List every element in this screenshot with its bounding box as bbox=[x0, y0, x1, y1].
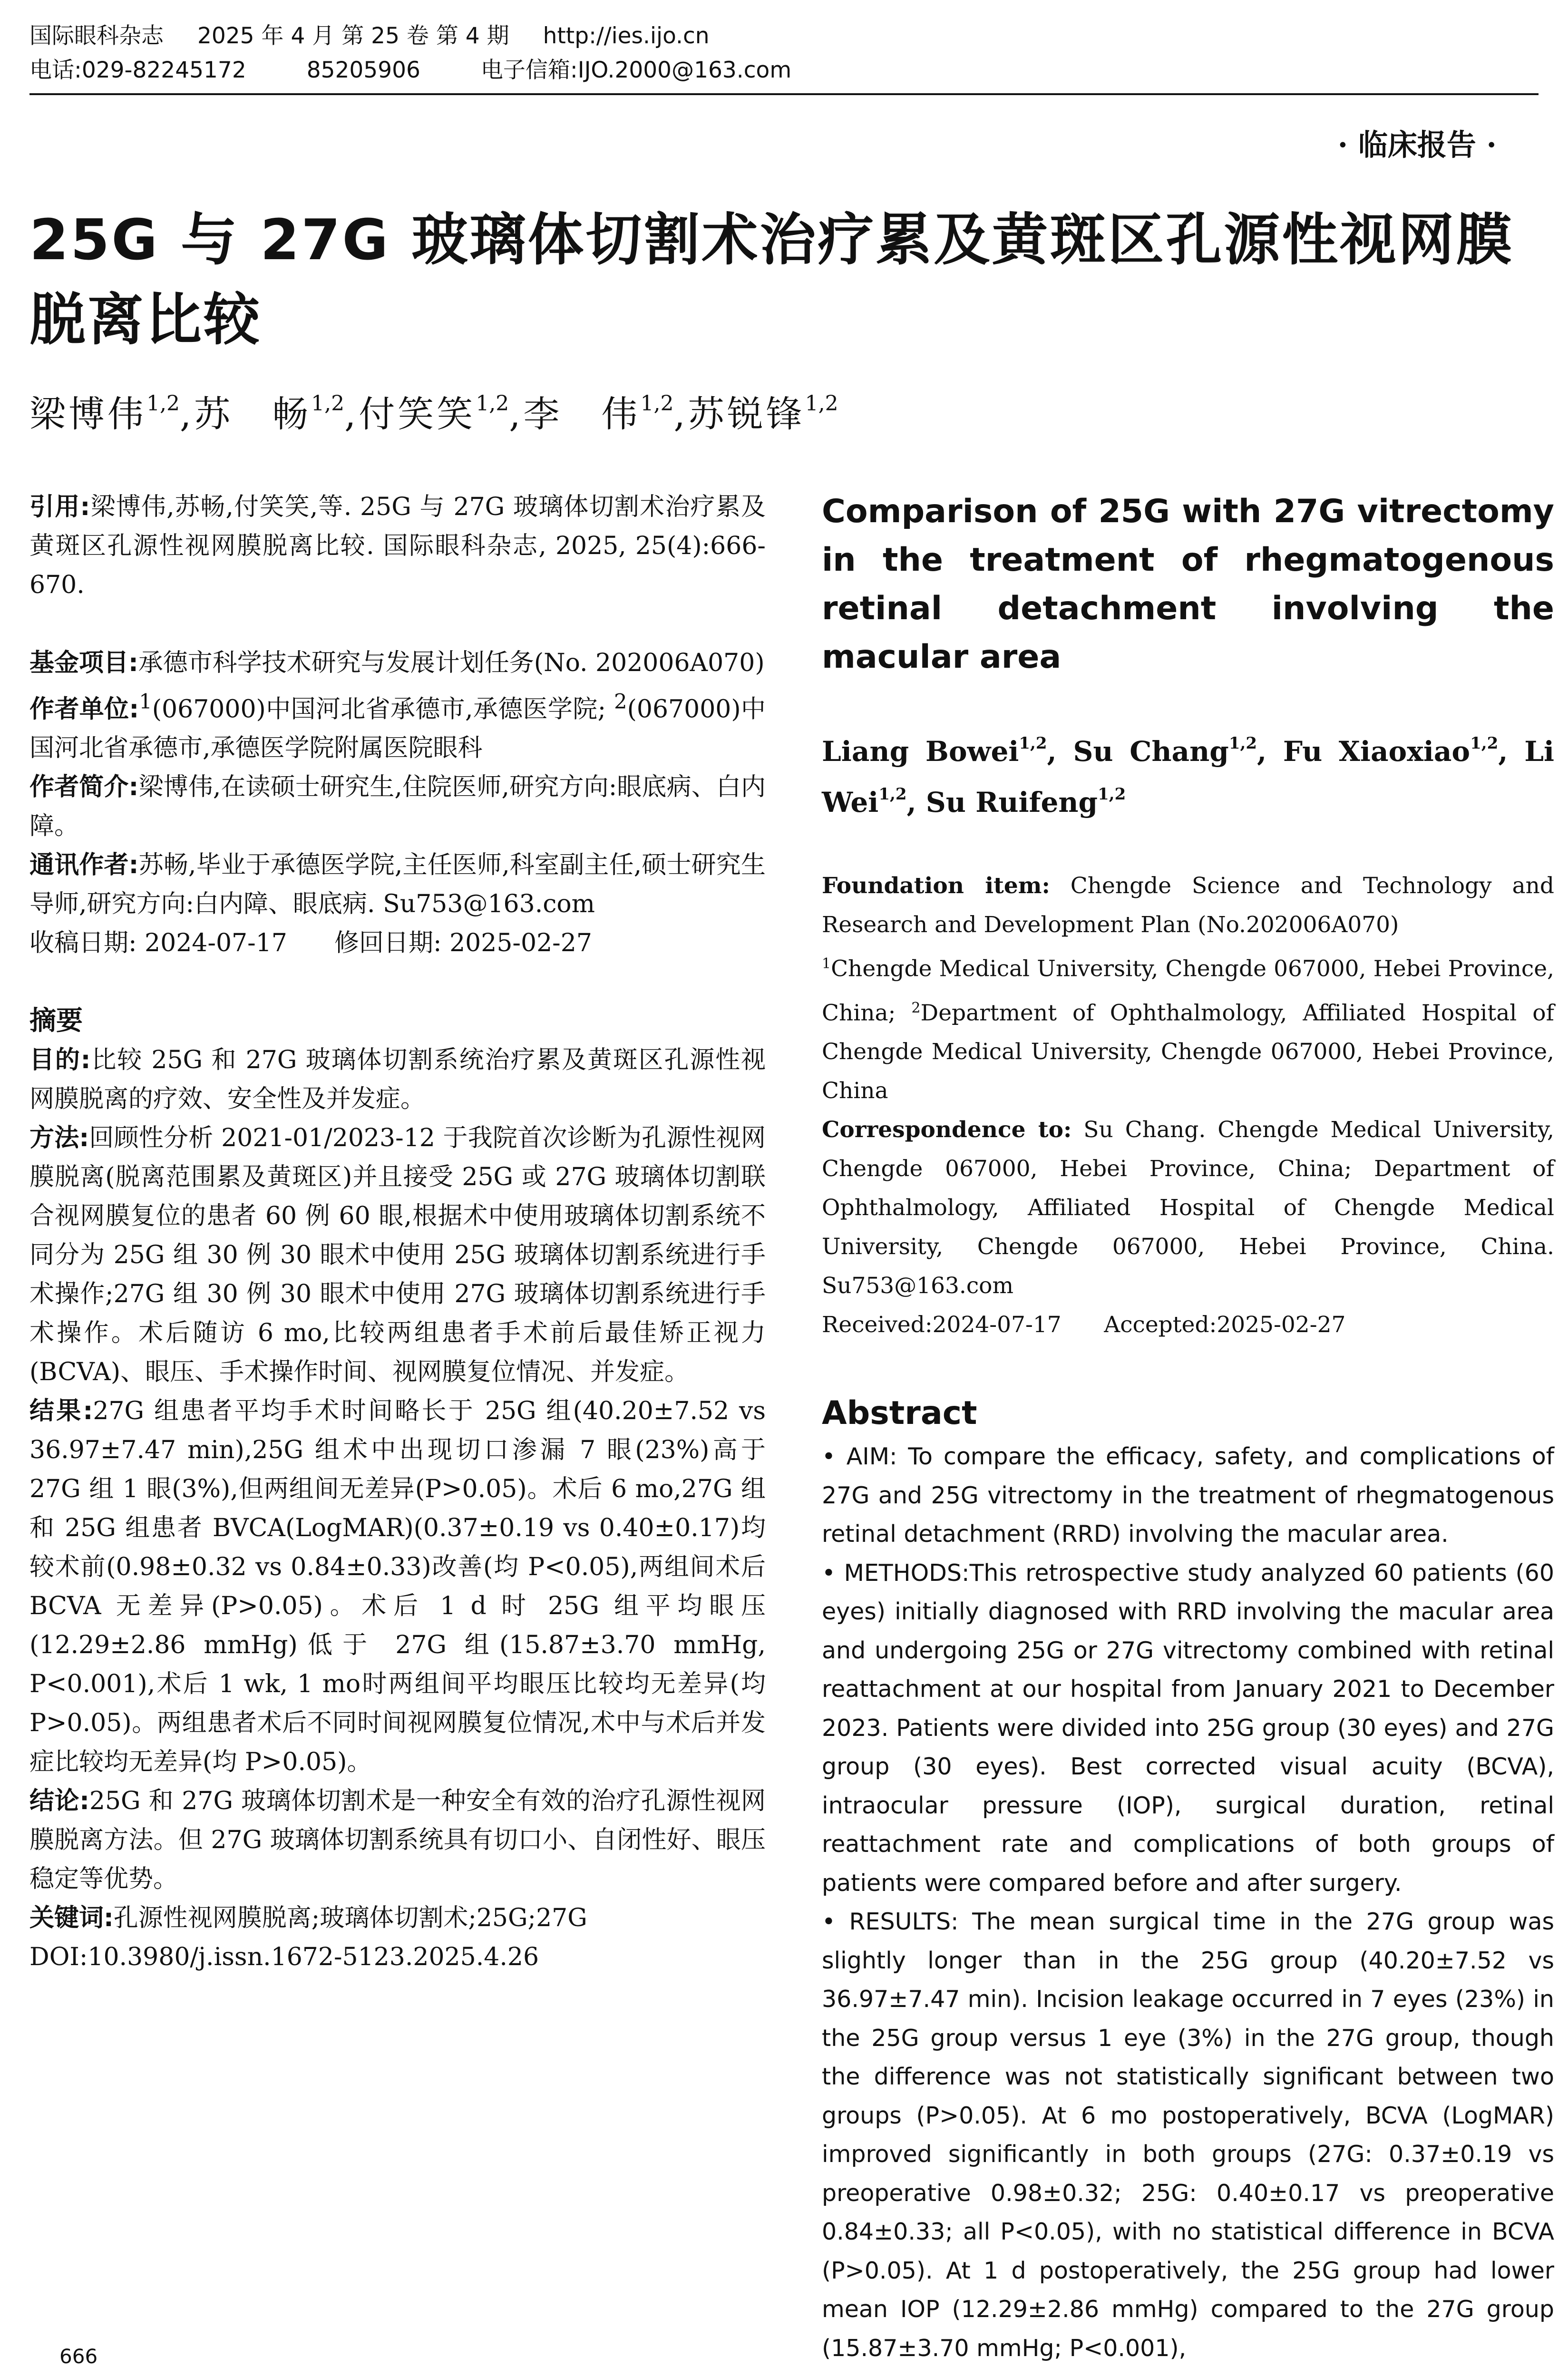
doi[interactable]: DOI:10.3980/j.issn.1672-5123.2025.4.26 bbox=[29, 1943, 539, 1972]
author-affiliation: 1,2 bbox=[878, 785, 907, 804]
author-affiliation: 1,2 bbox=[146, 391, 180, 416]
dates-zh: 收稿日期: 2024-07-17 修回日期: 2025-02-27 bbox=[29, 929, 592, 958]
journal-url[interactable]: http://ies.ijo.cn bbox=[543, 23, 710, 49]
author-name: Su Chang bbox=[1073, 735, 1229, 768]
keywords-zh: 关键词:孔源性视网膜脱离;玻璃体切割术;25G;27G bbox=[29, 1904, 587, 1933]
abstract-title-en: Abstract bbox=[822, 1394, 977, 1432]
author-name: 梁博伟 bbox=[29, 393, 146, 435]
author-affiliation: 1,2 bbox=[1019, 734, 1047, 753]
journal-phone-2: 85205906 bbox=[306, 57, 420, 83]
author-units: 作者单位:$^1$(067000)中国河北省承德市,承德医学院; $^2$(067000)中国河北省承德市,承德医学院附属医院眼科 bbox=[29, 690, 766, 763]
abstract-results-zh: 结果:27G 组患者平均手术时间略长于 25G 组(40.20±7.52 vs 36.97±7.47 min),25G 组术中出现切口渗漏 7 眼(23%)高于 27G 组 1 眼(3%),但两组间无差异(P>0.05)。术后 6 mo,27G 组和 25G 组患者 BVCA(LogMAR)(0.37±0.19 vs 0.40±0.17)均较术前(0.98±0.32 vs 0.84±0.33)改善(均 P<0.05),两组间术后 BCVA 无差异(P>0.05)。术后 1 d 时 25G 组平均眼压(12.29±2.86 mmHg)低于 27G 组(15.87±3.70 mmHg, P<0.001),术后 1 wk, 1 mo时两组间平均眼压比较均无差异(均 P>0.05)。两组患者术后不同时间视网膜复位情况,术中与术后并发症比较均无差异(均 P>0.05)。 bbox=[29, 1397, 766, 1777]
abstract-methods-en: • METHODS:This retrospective study analyzed 60 patients (60 eyes) initially diagnosed with RRD involving the macular area and undergoing 25G or 27G vitrectomy combined with retinal reattachment at our hospital from January 2021 to December 2023. Patients were divided into 25G group (30 eyes) and 27G group (30 eyes). Best corrected visual acuity (BCVA), intraocular pressure (IOP), surgical duration, retinal reattachment rate and complications of both groups of patients were compared before and after surgery. bbox=[822, 1559, 1554, 1897]
affiliations-en bbox=[822, 867, 1554, 1344]
abstract-title-zh: 摘要 bbox=[29, 1005, 83, 1037]
author-name: Liang Bowei bbox=[822, 735, 1019, 768]
author-name: Fu Xiaoxiao bbox=[1283, 735, 1471, 768]
page-number: 666 bbox=[59, 2345, 98, 2368]
abstract-en bbox=[822, 1437, 1554, 2367]
author-name: Su Ruifeng bbox=[925, 786, 1098, 818]
issue-info: 2025 年 4 月 第 25 卷 第 4 期 bbox=[197, 23, 509, 49]
author-affiliation: 1,2 bbox=[1098, 785, 1126, 804]
abstract-aim-zh: 目的:比较 25G 和 27G 玻璃体切割系统治疗累及黄斑区孔源性视网膜脱离的疗效、安全性及并发症。 bbox=[29, 1046, 766, 1114]
dates-en: Received:2024-07-17 Accepted:2025-02-27 bbox=[822, 1312, 1346, 1338]
author-name: 苏 畅 bbox=[194, 393, 312, 435]
journal-phone: 电话:029-82245172 bbox=[29, 57, 246, 83]
author-affiliation: 1,2 bbox=[476, 391, 509, 416]
corresponding-author: 通讯作者:苏畅,毕业于承德医学院,主任医师,科室副主任,硕士研究生导师,研究方向:白内障、眼底病. Su753@163.com bbox=[29, 851, 766, 919]
journal-header bbox=[29, 19, 791, 88]
author-affiliation: 1,2 bbox=[805, 391, 838, 416]
journal-name: 国际眼科杂志 bbox=[29, 23, 164, 49]
article-title-zh: 25G 与 27G 玻璃体切割术治疗累及黄斑区孔源性视网膜脱离比较 bbox=[29, 207, 1514, 352]
author-name: 苏锐锋 bbox=[688, 393, 805, 435]
right-column bbox=[822, 487, 1554, 2367]
abstract-conclusion-zh: 结论:25G 和 27G 玻璃体切割术是一种安全有效的治疗孔源性视网膜脱离方法。但 27G 玻璃体切割系统具有切口小、自闭性好、眼压稳定等优势。 bbox=[29, 1787, 766, 1894]
abstract-aim-en: • AIM: To compare the efficacy, safety, and complications of 27G and 25G vitrectomy in the treatment of rhegmatogenous retinal detachment (RRD) involving the macular area. bbox=[822, 1443, 1554, 1548]
author-affiliation: 1,2 bbox=[311, 391, 345, 416]
abstract-methods-zh: 方法:回顾性分析 2021-01/2023-12 于我院首次诊断为孔源性视网膜脱离(脱离范围累及黄斑区)并且接受 25G 或 27G 玻璃体切割联合视网膜复位的患者 60 例 60 眼,根据术中使用玻璃体切割系统不同分为 25G 组 30 例 30 眼术中使用 25G 玻璃体切割系统进行手术操作;27G 组 30 例 30 眼术中使用 27G 玻璃体切割系统进行手术操作。术后随访 6 mo,比较两组患者手术前后最佳矫正视力(BCVA)、眼压、手术操作时间、视网膜复位情况、并发症。 bbox=[29, 1124, 766, 1387]
author-bio: 作者简介:梁博伟,在读硕士研究生,住院医师,研究方向:眼底病、白内障。 bbox=[29, 773, 766, 841]
author-name: 李 伟 bbox=[523, 393, 641, 435]
author-name: 付笑笑 bbox=[359, 393, 476, 435]
journal-email[interactable]: 电子信箱:IJO.2000@163.com bbox=[480, 57, 792, 83]
author-name: Li Wei bbox=[822, 735, 1555, 818]
author-list-en: Liang Bowei$^{1,2}$, Su Chang$^{1,2}$, Fu Xiaoxiao$^{1,2}$, Li Wei$^{1,2}$, Su Ruifeng$^{1,2}$ bbox=[822, 734, 1555, 818]
author-affiliation: 1,2 bbox=[640, 391, 674, 416]
author-list-zh: 梁博伟$^{1,2}$,苏 畅$^{1,2}$,付笑笑$^{1,2}$,李 伟$^{1,2}$,苏锐锋$^{1,2}$ bbox=[29, 391, 838, 435]
correspondence-en: Correspondence to: Su Chang. Chengde Medical University, Chengde 067000, Hebei Province, China; Department of Ophthalmology, Affiliated Hospital of Chengde Medical University, Chengde 067000, Hebei Province, China. Su753@163.com bbox=[822, 1117, 1554, 1299]
citation: 引用:梁博伟,苏畅,付笑笑,等. 25G 与 27G 玻璃体切割术治疗累及黄斑区孔源性视网膜脱离比较. 国际眼科杂志, 2025, 25(4):666-670. bbox=[29, 493, 766, 599]
header-divider bbox=[29, 93, 1539, 95]
author-affiliation: 1,2 bbox=[1470, 734, 1499, 753]
author-affiliation: 1,2 bbox=[1228, 734, 1257, 753]
article-title-en: Comparison of 25G with 27G vitrectomy in the treatment of rhegmatogenous retinal detachment involving the macular area bbox=[822, 493, 1554, 676]
left-column bbox=[29, 487, 766, 1977]
foundation-item: Foundation item: Chengde Science and Technology and Research and Development Plan (No.202006A070) bbox=[822, 873, 1554, 938]
affiliation-list: $^1$Chengde Medical University, Chengde 067000, Hebei Province, China; $^2$Department of Ophthalmology, Affiliated Hospital of Chengde Medical University, Chengde 067000, Hebei Province, China bbox=[822, 955, 1554, 1104]
abstract-results-en: • RESULTS: The mean surgical time in the 27G group was slightly longer than in the 25G group (40.20±7.52 vs 36.97±7.47 min). Incision leakage occurred in 7 eyes (23%) in the 25G group versus 1 eye (3%) in the 27G group, though the difference was not statistically significant between two groups (P>0.05). At 6 mo postoperatively, BCVA (LogMAR) improved significantly in both groups (27G: 0.37±0.19 vs preoperative 0.98±0.32; 25G: 0.40±0.17 vs preoperative 0.84±0.33; all P<0.05), with no statistical difference in BCVA (P>0.05). At 1 d postoperatively, the 25G group had lower mean IOP (12.29±2.86 mmHg) compared to the 27G group (15.87±3.70 mmHg; P<0.001), bbox=[822, 1908, 1555, 2362]
section-tag: · 临床报告 · bbox=[1337, 127, 1497, 162]
fund-info: 基金项目:承德市科学技术研究与发展计划任务(No. 202006A070) bbox=[29, 649, 765, 677]
